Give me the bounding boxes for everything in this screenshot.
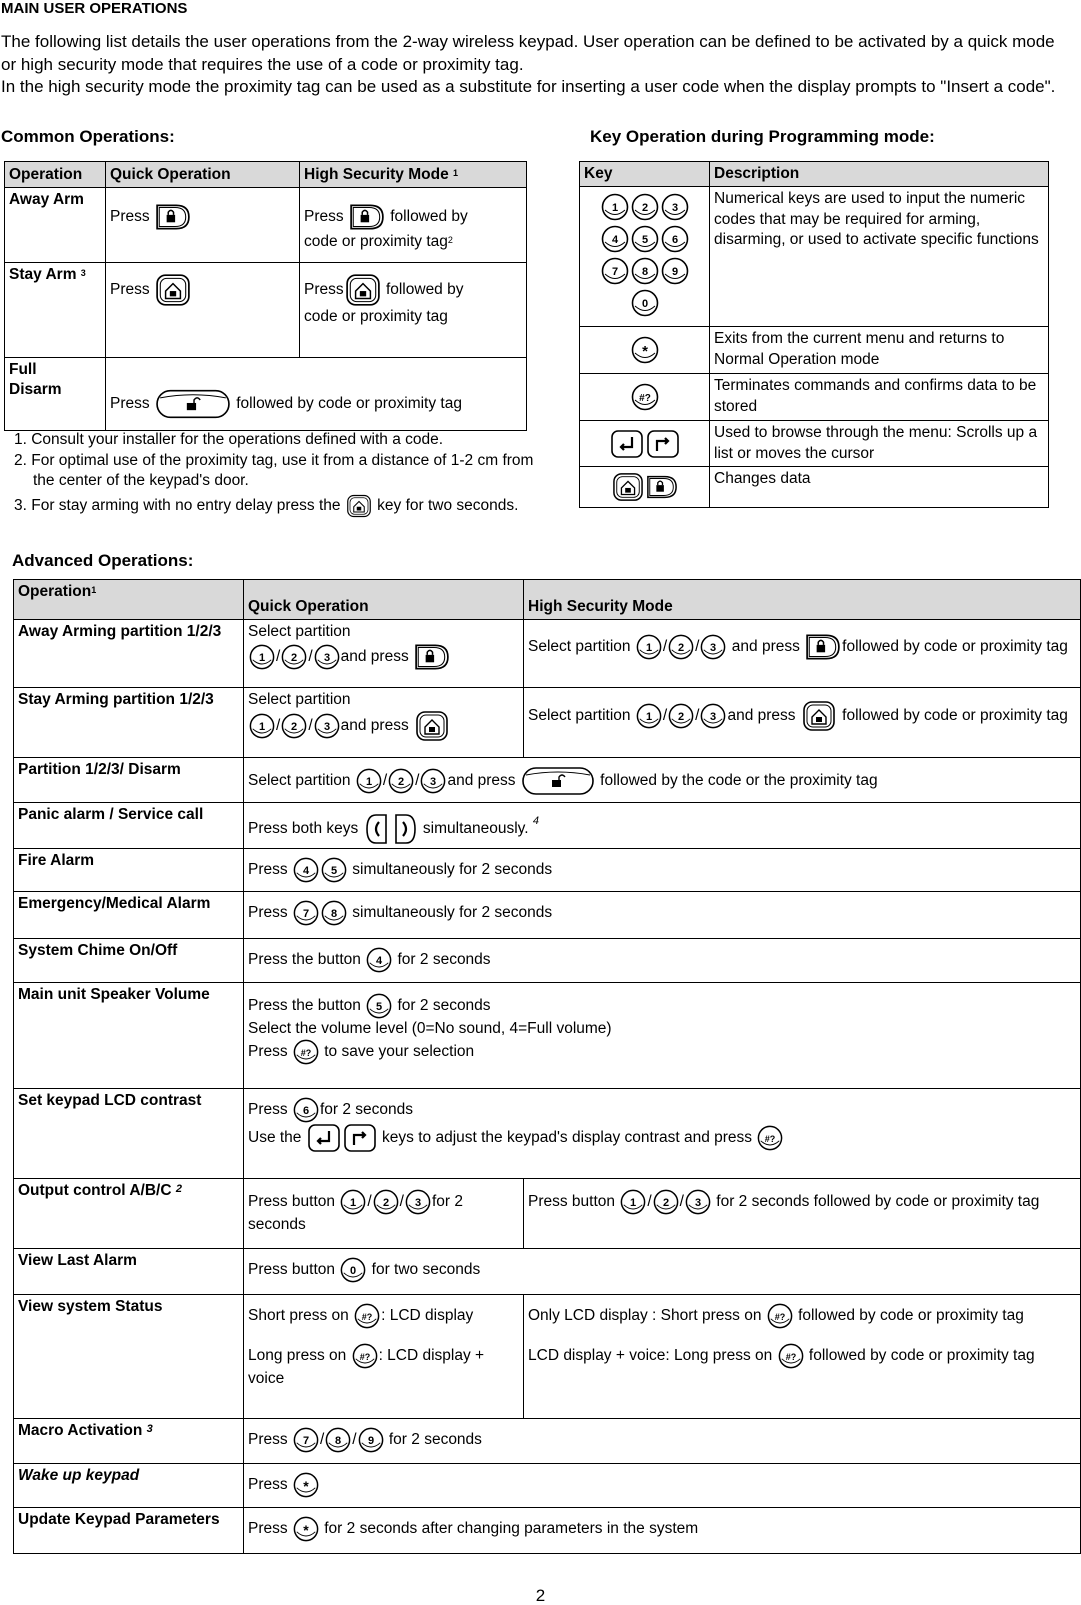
label: followed by code or proximity tag [842, 638, 1068, 656]
table-row [14, 1464, 1081, 1508]
number-key-icon [340, 1257, 366, 1283]
op-panic: Panic alarm / Service call [14, 803, 244, 849]
number-key-icon [293, 900, 319, 926]
svg-text:1: 1 [258, 652, 266, 664]
label: simultaneously. [422, 820, 529, 838]
key-operation-title: Key Operation during Programming mode: [590, 127, 935, 146]
label: keys to adjust the keypad's display contrast and press [382, 1129, 753, 1147]
number-key-icon [661, 193, 689, 221]
intro-paragraph-2: In the high security mode the proximity tag can be used as a substitute for inserting a user code when the display prompts to "Insert a code". [1, 77, 1056, 96]
op-view-last-alarm: View Last Alarm [14, 1249, 244, 1295]
table-row [14, 983, 1081, 1089]
number-key-icon [314, 644, 340, 670]
label: simultaneously for 2 seconds [352, 904, 553, 922]
svg-text:6: 6 [302, 1105, 309, 1117]
label: Press both keys [248, 820, 359, 838]
number-key-icon [293, 857, 319, 883]
table-row: Partition 1/2/3/ Disarm Select partition 1 / 2 / 3 and press followed by the code or the proximity tag [14, 758, 1081, 803]
label: for 2 seconds [397, 951, 491, 969]
label: Select partition [248, 623, 351, 640]
advanced-operations-table [13, 579, 1081, 1554]
star-key-icon [293, 1472, 319, 1498]
op-away-partition: Away Arming partition 1/2/3 [14, 620, 244, 688]
svg-text:6: 6 [671, 234, 678, 246]
number-key-icon [321, 900, 347, 926]
label: to save your selection [324, 1043, 475, 1061]
number-keys [580, 187, 710, 327]
number-key-icon [685, 1189, 711, 1215]
number-key-icon [249, 713, 275, 739]
label: Press [304, 208, 344, 226]
svg-text:8: 8 [330, 908, 337, 920]
label: and press [340, 648, 409, 666]
svg-text:#?: #? [361, 1312, 373, 1322]
desc-changes: Changes data [710, 467, 1049, 508]
label: followed by [385, 281, 464, 299]
stay-arm-key-icon [612, 472, 644, 502]
svg-text:2: 2 [291, 721, 298, 733]
svg-text:5: 5 [330, 865, 337, 877]
op-view-status: View system Status [14, 1295, 244, 1419]
table-row: Stay Arming partition 1/2/3 Select partition 1 / 2 / 3 and press Select partition 1 / 2 / 3 and press followed by code or proximity tag [14, 688, 1081, 758]
op-emergency: Emergency/Medical Alarm [14, 892, 244, 939]
number-key-icon [601, 257, 629, 285]
intro-paragraph-1: The following list details the user operations from the 2-way wireless keypad. User operation can be defined to be activated by a quick mode or high security mode that requires the use of a code or proximity tag. [1, 32, 1055, 74]
number-key-icon [653, 1189, 679, 1215]
table-row [580, 467, 1049, 508]
table-row [14, 1295, 1081, 1419]
label: Short press on [248, 1307, 349, 1325]
disarm-key-icon [521, 766, 595, 796]
number-key-icon [340, 1189, 366, 1215]
label: Select the volume level (0=No sound, 4=Full volume) [248, 1020, 612, 1037]
label: Press [248, 1043, 288, 1061]
desc-numeric: Numerical keys are used to input the numeric codes that may be required for arming, disarming, or used to activate specific functions [710, 187, 1049, 327]
away-arm-key-icon [805, 632, 841, 662]
col-high-label: High Security Mode [304, 165, 449, 183]
label: followed by code or proximity tag [808, 1347, 1035, 1365]
footnote-ref: 3 [80, 268, 86, 278]
table-row [5, 188, 527, 263]
svg-text:3: 3 [694, 1197, 702, 1209]
page-number: 2 [535, 1586, 546, 1605]
svg-text:2: 2 [678, 642, 685, 654]
table-row [580, 187, 1049, 327]
svg-text:2: 2 [678, 711, 685, 723]
svg-text:*: * [641, 343, 648, 360]
table-row: Away Arming partition 1/2/3 Select partition 1 / 2 / 3 and press Select partition 1 / 2 / 3 and press followed by code or proximity tag [14, 620, 1081, 688]
svg-text:5: 5 [376, 1001, 383, 1013]
svg-text:0: 0 [350, 1265, 357, 1277]
desc-hash: Terminates commands and confirms data to be stored [710, 374, 1049, 421]
table-row [14, 892, 1081, 939]
svg-text:3: 3 [323, 652, 330, 664]
label: : LCD display [381, 1307, 474, 1325]
svg-text:7: 7 [302, 1435, 309, 1447]
svg-text:8: 8 [335, 1435, 342, 1447]
number-key-icon [601, 225, 629, 253]
label: for 2 seconds after changing parameters in the system [324, 1520, 699, 1538]
table-row [14, 849, 1081, 892]
scroll-up-key-icon [610, 429, 644, 459]
footnote-ref: 1 [91, 585, 97, 595]
hash-key-icon [631, 383, 659, 411]
op-full: Full [9, 361, 37, 378]
label: Press [110, 208, 150, 226]
panic-key-icon [364, 813, 390, 845]
table-row [580, 421, 1049, 467]
table-row: Output control A/B/C $^2$ Press button 1 / 2 / 3 for 2 seconds Press button 1 / 2 / 3 for 2 seconds followed by code or proximity tag [14, 1179, 1081, 1249]
svg-text:4: 4 [611, 234, 618, 246]
label: followed by code or proximity tag [236, 395, 462, 413]
number-key-icon [405, 1189, 431, 1215]
label: code or proximity tag [304, 308, 448, 325]
hash-key-icon [354, 1303, 380, 1329]
svg-text:2: 2 [662, 1197, 669, 1209]
label: simultaneously for 2 seconds [352, 861, 553, 879]
number-key-icon [325, 1427, 351, 1453]
col-high [300, 162, 527, 188]
op-lcd-contrast: Set keypad LCD contrast [14, 1089, 244, 1179]
label: Press [248, 904, 288, 922]
number-key-icon [293, 1097, 319, 1123]
svg-text:2: 2 [382, 1197, 389, 1209]
label: Select partition [248, 772, 351, 790]
number-key-icon [314, 713, 340, 739]
op-output-control: Output control A/B/C [18, 1182, 172, 1199]
desc-star: Exits from the current menu and returns to Normal Operation mode [710, 327, 1049, 374]
svg-text:3: 3 [710, 711, 717, 723]
number-key-icon [631, 257, 659, 285]
svg-text:#?: #? [765, 1134, 776, 1144]
scroll-down-key-icon [646, 429, 680, 459]
label: Select partition [248, 691, 351, 708]
svg-text:1: 1 [611, 202, 618, 214]
disarm-key-icon [155, 388, 231, 420]
footnote-ref: 2 [447, 235, 453, 245]
number-key-icon [636, 703, 662, 729]
label: : LCD display + voice [248, 1347, 485, 1387]
svg-text:1: 1 [645, 711, 652, 723]
panic-key-icon [392, 813, 418, 845]
number-key-icon [631, 225, 659, 253]
label: for 2 seconds [248, 1193, 463, 1233]
footnote-ref: 4 [532, 815, 540, 827]
table-row [5, 263, 527, 358]
svg-text:9: 9 [367, 1435, 374, 1447]
hash-key-icon [352, 1343, 378, 1369]
svg-text:#?: #? [638, 393, 651, 404]
label: Press [248, 1520, 288, 1538]
hash-key-icon [767, 1303, 793, 1329]
table-row [14, 1508, 1081, 1554]
svg-text:#?: #? [774, 1312, 786, 1322]
label: code or proximity tag [304, 233, 448, 250]
table-row: Macro Activation $^3$ Press 7 / 8 / 9 for 2 seconds [14, 1419, 1081, 1464]
svg-text:8: 8 [641, 266, 648, 278]
number-key-icon [620, 1189, 646, 1215]
star-key-icon [631, 336, 659, 364]
away-arm-key-icon [155, 202, 191, 232]
number-key-icon [281, 713, 307, 739]
label: for 2 seconds [319, 1101, 413, 1119]
svg-text:4: 4 [302, 865, 309, 877]
table-row [5, 358, 527, 431]
scroll-down-key-icon [343, 1123, 377, 1153]
label: and press [447, 772, 516, 790]
label: for 2 seconds followed by code or proximity tag [716, 1193, 1040, 1211]
number-key-icon [366, 947, 392, 973]
svg-text:#?: #? [300, 1048, 312, 1058]
key-operation-table [579, 161, 1049, 508]
svg-text:2: 2 [291, 652, 298, 664]
advanced-operations-title: Advanced Operations: [12, 551, 194, 570]
col-description: Description [710, 162, 1049, 187]
col-key: Key [580, 162, 710, 187]
label: Press button [528, 1193, 616, 1211]
away-arm-key-icon [646, 473, 678, 501]
footnote-ref: 3 [146, 1423, 153, 1435]
label: Press the button [248, 951, 361, 969]
scroll-up-key-icon [307, 1123, 341, 1153]
desc-scroll: Used to browse through the menu: Scrolls up a list or moves the cursor [710, 421, 1049, 467]
label: Press [304, 281, 344, 299]
svg-text:*: * [303, 1478, 309, 1494]
number-key-icon [661, 225, 689, 253]
footnote-ref: 2 [175, 1183, 182, 1195]
label: and press [340, 717, 409, 735]
svg-text:#?: #? [785, 1352, 796, 1362]
op-wake-up: Wake up keypad [14, 1464, 244, 1508]
op-stay-partition: Stay Arming partition 1/2/3 [14, 688, 244, 758]
op-away-arm: Away Arm [5, 188, 106, 263]
hash-key-icon [293, 1039, 319, 1065]
svg-text:3: 3 [710, 642, 717, 654]
number-key-icon [356, 768, 382, 794]
svg-text:2: 2 [398, 776, 405, 788]
number-key-icon [321, 857, 347, 883]
number-key-icon [636, 634, 662, 660]
svg-text:3: 3 [430, 776, 437, 788]
label: for two seconds [371, 1261, 481, 1279]
stay-arm-key-icon [414, 710, 450, 742]
table-row [580, 374, 1049, 421]
label: Long press on [248, 1347, 347, 1365]
hash-key-icon [757, 1125, 783, 1151]
intro-text [1, 31, 1071, 99]
svg-text:9: 9 [671, 266, 678, 278]
svg-text:1: 1 [365, 776, 372, 788]
label: followed by code or proximity tag [842, 707, 1068, 725]
svg-text:5: 5 [641, 234, 648, 246]
op-speaker: Main unit Speaker Volume [14, 983, 244, 1089]
op-update-params: Update Keypad Parameters [14, 1508, 244, 1554]
label: Press [110, 281, 150, 299]
note-3-text-end: key for two seconds. [377, 496, 519, 514]
page-heading: MAIN USER OPERATIONS [1, 0, 188, 17]
away-arm-key-icon [349, 202, 385, 232]
label: Press [248, 861, 288, 879]
label: Use the [248, 1129, 302, 1147]
col-quick: Quick Operation [106, 162, 300, 188]
hash-key-icon [778, 1343, 804, 1369]
label: Press [110, 395, 150, 413]
label: followed by code or proximity tag [798, 1307, 1024, 1325]
label: and press [731, 638, 800, 656]
label: for 2 seconds [397, 997, 491, 1015]
note-1: 1. Consult your installer for the operations defined with a code. [14, 431, 444, 448]
number-key-icon [668, 703, 694, 729]
number-key-icon [281, 644, 307, 670]
common-operations-title: Common Operations: [1, 127, 175, 146]
label: Only LCD display : Short press on [528, 1307, 762, 1325]
table-row [14, 803, 1081, 849]
op-chime: System Chime On/Off [14, 939, 244, 983]
number-key-icon [700, 703, 726, 729]
footnote-ref: 1 [453, 167, 459, 178]
svg-text:#?: #? [359, 1352, 370, 1362]
op-partition-disarm: Partition 1/2/3/ Disarm [14, 758, 244, 803]
svg-text:1: 1 [645, 642, 652, 654]
table-row [14, 1249, 1081, 1295]
number-key-icon [631, 193, 659, 221]
common-operations-table [4, 161, 527, 431]
table-row [14, 1089, 1081, 1179]
col-quick: Quick Operation [244, 580, 524, 620]
op-fire: Fire Alarm [14, 849, 244, 892]
svg-text:7: 7 [302, 908, 309, 920]
stay-arm-key-icon [346, 494, 372, 518]
svg-text:7: 7 [611, 266, 618, 278]
svg-text:1: 1 [258, 721, 266, 733]
svg-text:*: * [303, 1522, 309, 1538]
label: for 2 seconds [388, 1431, 482, 1449]
label: followed by [390, 208, 468, 226]
stay-arm-key-icon [345, 273, 381, 307]
label: Press [248, 1101, 288, 1119]
label: Select partition [528, 707, 631, 725]
svg-text:3: 3 [671, 202, 678, 214]
number-key-icon [249, 644, 275, 670]
number-key-icon [661, 257, 689, 285]
col-operation: Operation [18, 583, 92, 600]
number-key-icon [420, 768, 446, 794]
common-notes [14, 430, 534, 518]
col-high: High Security Mode [524, 580, 1081, 620]
number-key-icon [293, 1427, 319, 1453]
note-3-text: 3. For stay arming with no entry delay press the [14, 496, 341, 514]
away-arm-key-icon [414, 642, 450, 672]
op-stay-arm: Stay Arm [9, 266, 77, 283]
stay-arm-key-icon [801, 700, 837, 732]
note-2: 2. For optimal use of the proximity tag, use it from a distance of 1-2 cm from the center of the keypad's door. [14, 451, 534, 489]
number-key-icon [700, 634, 726, 660]
stay-arm-key-icon [155, 273, 191, 307]
number-key-icon [668, 634, 694, 660]
col-operation: Operation [5, 162, 106, 188]
svg-text:0: 0 [641, 298, 648, 310]
label: Press [248, 1476, 288, 1494]
label: Select partition [528, 638, 631, 656]
table-row [580, 327, 1049, 374]
svg-text:1: 1 [630, 1197, 637, 1209]
label: Press [248, 1431, 288, 1449]
number-key-icon [388, 768, 414, 794]
table-row [14, 939, 1081, 983]
label: followed by the code or the proximity tag [600, 772, 878, 790]
label: Press the button [248, 997, 361, 1015]
svg-text:3: 3 [414, 1197, 422, 1209]
svg-text:1: 1 [350, 1197, 357, 1209]
svg-text:4: 4 [376, 955, 383, 967]
label: and press [727, 707, 796, 725]
label: LCD display + voice: Long press on [528, 1347, 773, 1365]
number-key-icon [631, 289, 659, 317]
star-key-icon [293, 1516, 319, 1542]
note-3 [14, 494, 534, 518]
op-disarm: Disarm [9, 381, 62, 398]
number-key-icon [373, 1189, 399, 1215]
label: Press button [248, 1193, 336, 1211]
number-key-icon [601, 193, 629, 221]
svg-text:3: 3 [323, 721, 330, 733]
label: Press button [248, 1261, 336, 1279]
number-key-icon [366, 993, 392, 1019]
svg-text:2: 2 [641, 202, 648, 214]
number-key-icon [358, 1427, 384, 1453]
op-macro: Macro Activation [18, 1422, 143, 1439]
